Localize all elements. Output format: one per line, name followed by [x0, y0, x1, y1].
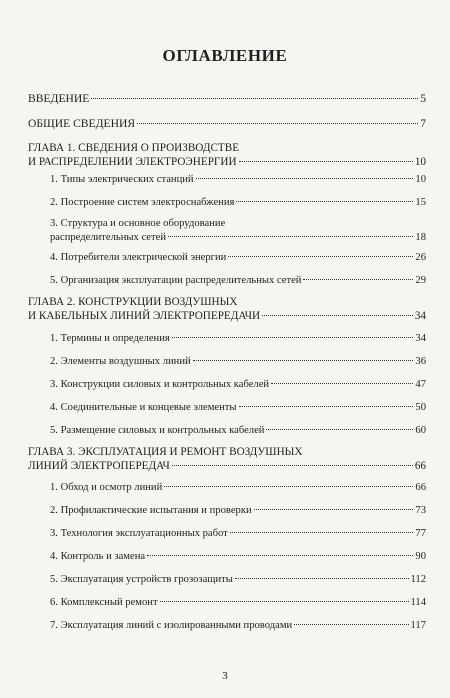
toc-entry-page: 66 — [415, 482, 426, 493]
toc-entry-1-1[interactable] — [50, 173, 426, 187]
toc-entry-introduction[interactable] — [28, 92, 426, 106]
toc-entry-text: 5. Эксплуатация устройств грозозащиты — [50, 574, 233, 585]
leader-dots — [266, 429, 413, 430]
toc-entry-text: 3. Конструкции силовых и контрольных кабелей — [50, 379, 270, 390]
page-title: ОГЛАВЛЕНИЕ — [162, 46, 288, 65]
toc-entry-text-line1: ГЛАВА 3. ЭКСПЛУАТАЦИЯ И РЕМОНТ ВОЗДУШНЫХ — [28, 446, 303, 458]
toc-entry-2-4[interactable] — [50, 401, 426, 415]
toc-entry-page: 50 — [415, 402, 426, 413]
page-number: 3 — [222, 670, 228, 682]
toc-entry-text: 4. Потребители электрической энергии — [50, 252, 227, 263]
toc-entry-chapter-2[interactable] — [28, 295, 426, 323]
toc-entry-text: 3. Технология эксплуатационных работ — [50, 528, 228, 539]
toc-entry-text: 1. Термины и определения — [50, 333, 170, 344]
toc-entry-page: 117 — [410, 620, 426, 631]
toc-entry-2-5[interactable] — [50, 424, 426, 438]
toc-entry-page: 34 — [414, 310, 426, 322]
toc-entry-1-5[interactable] — [50, 274, 426, 288]
toc-entry-page: 73 — [415, 505, 426, 516]
toc-entry-text: ЛИНИЙ ЭЛЕКТРОПЕРЕДАЧ — [28, 460, 170, 472]
toc-entry-3-1[interactable] — [50, 481, 426, 495]
toc-entry-2-2[interactable] — [50, 355, 426, 369]
toc-entry-page: 10 — [414, 156, 426, 168]
toc-entry-page: 15 — [415, 197, 426, 208]
toc-entry-text-line1: ГЛАВА 1. СВЕДЕНИЯ О ПРОИЗВОДСТВЕ — [28, 142, 240, 154]
toc-entry-page: 7 — [420, 117, 426, 130]
toc-entry-page: 77 — [415, 528, 426, 539]
toc-entry-2-1[interactable] — [50, 332, 426, 346]
toc-entry-text: 4. Контроль и замена — [50, 551, 146, 562]
toc-entry-general[interactable] — [28, 117, 426, 131]
toc-entry-text: И РАСПРЕДЕЛЕНИИ ЭЛЕКТРОЭНЕРГИИ — [28, 156, 237, 168]
leader-dots — [294, 624, 408, 625]
leader-dots — [228, 256, 413, 257]
leader-dots — [303, 279, 413, 280]
toc-entry-text: 1. Обход и осмотр линий — [50, 482, 163, 493]
toc-entry-text: распределительных сетей — [50, 232, 166, 243]
toc-entry-text: 1. Типы электрических станций — [50, 174, 194, 185]
leader-dots — [239, 406, 414, 407]
toc-entry-1-4[interactable] — [50, 251, 426, 265]
toc-entry-3-4[interactable] — [50, 550, 426, 564]
leader-dots — [254, 509, 414, 510]
leader-dots — [193, 360, 414, 361]
toc-entry-chapter-1[interactable] — [28, 141, 426, 169]
toc-entry-page: 60 — [415, 425, 426, 436]
leader-dots — [168, 236, 413, 237]
toc-entry-page: 29 — [415, 275, 426, 286]
toc-entry-text: 5. Организация эксплуатации распределительных сетей — [50, 275, 302, 286]
leader-dots — [172, 465, 413, 466]
toc-entry-text: 5. Размещение силовых и контрольных кабелей — [50, 425, 265, 436]
toc-entry-2-3[interactable] — [50, 378, 426, 392]
toc-entry-chapter-3[interactable] — [28, 445, 426, 473]
leader-dots — [236, 201, 413, 202]
toc-entry-page: 10 — [415, 174, 426, 185]
toc-entry-text: 7. Эксплуатация линий с изолированными проводами — [50, 620, 293, 631]
leader-dots — [147, 555, 413, 556]
toc-entry-text: 2. Элементы воздушных линий — [50, 356, 191, 367]
toc-entry-text: И КАБЕЛЬНЫХ ЛИНИЙ ЭЛЕКТРОПЕРЕДАЧИ — [28, 310, 261, 322]
leader-dots — [196, 178, 414, 179]
toc-entry-text: 4. Соединительные и концевые элементы — [50, 402, 237, 413]
toc-entry-text-line1: 3. Структура и основное оборудование — [50, 218, 226, 229]
toc-entry-text: 6. Комплексный ремонт — [50, 597, 158, 608]
toc-entry-3-6[interactable] — [50, 596, 426, 610]
toc-entry-page: 36 — [415, 356, 426, 367]
toc-entry-text: 2. Профилактические испытания и проверки — [50, 505, 252, 516]
toc-entry-text: 2. Построение систем электроснабжения — [50, 197, 235, 208]
toc-entry-page: 34 — [415, 333, 426, 344]
leader-dots — [262, 315, 413, 316]
toc-entry-3-5[interactable] — [50, 573, 426, 587]
leader-dots — [271, 383, 413, 384]
toc-entry-page: 18 — [415, 232, 426, 243]
leader-dots — [230, 532, 414, 533]
toc-entry-page: 112 — [410, 574, 426, 585]
toc-entry-page: 90 — [415, 551, 426, 562]
leader-dots — [160, 601, 409, 602]
leader-dots — [239, 161, 413, 162]
toc-entry-page: 114 — [410, 597, 426, 608]
leader-dots — [137, 123, 418, 124]
toc-entry-page: 66 — [414, 460, 426, 472]
toc-entry-text: ОБЩИЕ СВЕДЕНИЯ — [28, 117, 136, 130]
toc-entry-3-7[interactable] — [50, 619, 426, 633]
leader-dots — [172, 337, 414, 338]
leader-dots — [164, 486, 413, 487]
toc-entry-page: 5 — [420, 92, 426, 105]
toc-entry-3-3[interactable] — [50, 527, 426, 541]
leader-dots — [91, 98, 418, 99]
toc-entry-text-line1: ГЛАВА 2. КОНСТРУКЦИИ ВОЗДУШНЫХ — [28, 296, 238, 308]
toc-entry-page: 26 — [415, 252, 426, 263]
leader-dots — [235, 578, 409, 579]
toc-entry-1-2[interactable] — [50, 196, 426, 210]
toc-entry-3-2[interactable] — [50, 504, 426, 518]
toc-entry-1-3[interactable] — [50, 217, 426, 245]
toc-entry-page: 47 — [415, 379, 426, 390]
toc-entry-text: ВВЕДЕНИЕ — [28, 92, 90, 105]
